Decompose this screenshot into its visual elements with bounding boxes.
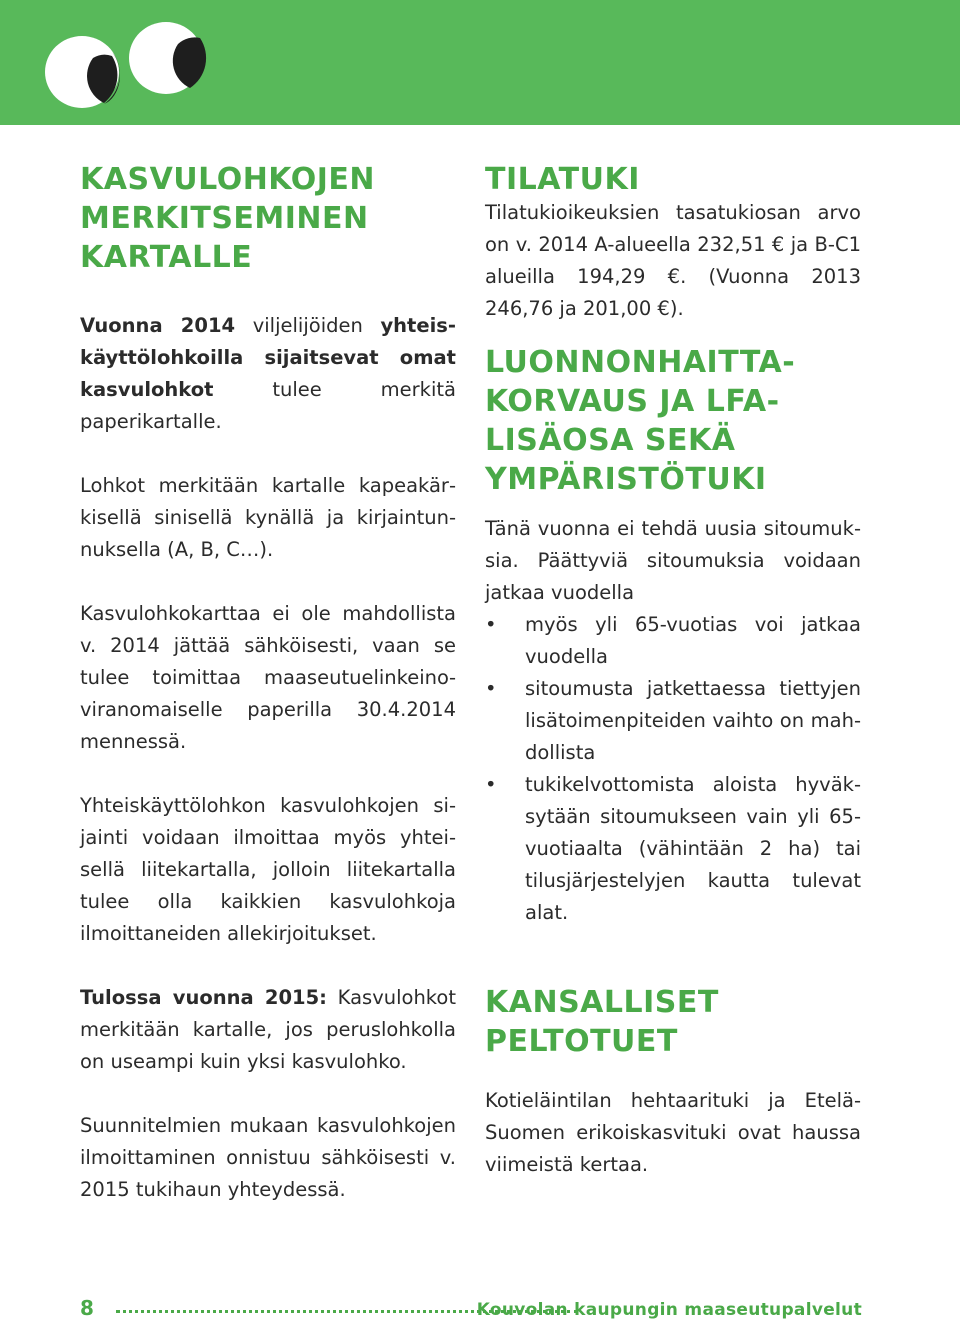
bullet-icon: • <box>485 677 497 700</box>
text: viljelijöiden <box>235 314 381 337</box>
heading-line: KARTALLE <box>80 240 253 275</box>
bullet-list <box>485 609 861 929</box>
heading-line: LISÄOSA SEKÄ <box>485 423 736 458</box>
heading-line: KORVAUS JA LFA- <box>485 384 780 419</box>
list-item-text: myös yli 65-vuotias voi jatkaa vuodella <box>525 613 861 668</box>
bullet-icon: • <box>485 613 497 636</box>
page-number: 8 <box>80 1296 94 1320</box>
section-heading-kansalliset <box>485 983 861 1061</box>
header-banner <box>0 0 960 125</box>
right-column <box>485 160 861 1181</box>
paragraph-tilatuki: Tilatukioikeuksien tasatukiosan arvo on v. 2014 A-alueella 232,51 € ja B-C1 alueilla 194,29 €. (Vuonna 2013 246,76 ja 201,00 €). <box>485 201 861 320</box>
paragraph-intro <box>80 310 456 438</box>
heading-line: MERKITSEMINEN <box>80 201 369 236</box>
heading-line: YMPÄRISTÖTUKI <box>485 462 767 497</box>
heading-line: KANSALLISET <box>485 985 719 1020</box>
paragraph-sitoumukset: Tänä vuonna ei tehdä uusia sitoumuksia. Päättyviä sitoumuksia voidaan jatkaa vuodella <box>485 517 861 604</box>
bold-text: yhteiskäyttölohkoilla sijaitsevat omat kasvulohkot <box>80 314 456 401</box>
left-column <box>80 160 456 1206</box>
bold-text: Vuonna 2014 <box>80 314 236 337</box>
text: Kasvulohkot merkitään kartalle, jos peruslohkolla on useampi kuin yksi kasvulohko. <box>80 986 456 1073</box>
heading-line: PELTOTUET <box>485 1024 678 1059</box>
paragraph-kasvulohkokarttaa: Kasvulohkokarttaa ei ole mahdollista v. 2014 jättää sähköisesti, vaan se tulee toimittaa maaseutuelinkeinoviranomaiselle paperilla 30.4.2014 mennessä. <box>80 602 456 753</box>
section-heading-tilatuki: TILATUKI <box>485 162 640 197</box>
paragraph-tulossa <box>80 982 456 1078</box>
list-item <box>485 673 861 769</box>
bold-text: Tulossa vuonna 2015: <box>80 986 327 1009</box>
paragraph-lohkot: Lohkot merkitään kartalle kapeakärkisellä sinisellä kynällä ja kirjaintunnuksella (A, B, C…). <box>80 474 456 561</box>
paragraph-peltotuet: Kotieläintilan hehtaarituki ja Etelä-Suomen erikoiskasvituki ovat haussa viimeistä kertaa. <box>485 1089 861 1176</box>
heading-line: LUONNONHAITTA- <box>485 345 796 380</box>
eyes-icon <box>0 0 230 125</box>
page-footer <box>80 1296 862 1324</box>
list-item-text: sitoumusta jatkettaessa tiettyjen lisätoimenpiteiden vaihto on mahdollista <box>525 677 861 764</box>
heading-line: KASVULOHKOJEN <box>80 162 375 197</box>
text: tulee merkitä paperikartalle. <box>80 378 456 433</box>
section-heading-kasvulohkojen <box>80 160 456 277</box>
footer-title: Kouvolan kaupungin maaseutupalvelut <box>476 1300 862 1320</box>
paragraph-yhteiskayttolohkon: Yhteiskäyttölohkon kasvulohkojen sijainti voidaan ilmoittaa myös yhteisellä liitekartalla, jolloin liitekartalla tulee olla kaikkien kasvulohkoja ilmoittaneiden allekirjoitukset. <box>80 794 456 945</box>
paragraph-suunnitelmien: Suunnitelmien mukaan kasvulohkojen ilmoittaminen onnistuu sähköisesti v. 2015 tukihaun yhteydessä. <box>80 1114 456 1201</box>
list-item-text: tukikelvottomista aloista hyväksytään sitoumukseen vain yli 65-vuotiaalta (vähintään 2 ha) tai tilusjärjestelyjen kautta tulevat alat. <box>525 773 861 924</box>
bullet-icon: • <box>485 773 497 796</box>
list-item <box>485 609 861 673</box>
list-item <box>485 769 861 929</box>
section-heading-luonnonhaitta <box>485 343 861 499</box>
